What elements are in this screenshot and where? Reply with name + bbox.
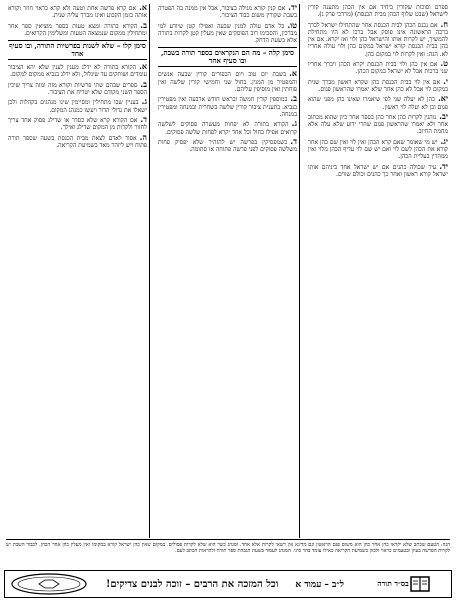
paragraph: יד.אם קנין קורא מגילה בציבור, אבל אין ממנה בה הפטרה בשבת שקורין משום כבוד הציבור. <box>158 4 297 20</box>
footer-title: וכל המזכה את הרבים – זוכה לבנים צדיקים! <box>106 578 279 590</box>
paragraph: ב.ספרים שבהם שתי פרשיות וקורא מזה ומזה צריך שיכין הספר השני מקודם שלא יטריח את הציבור. <box>8 78 147 97</box>
paragraph: ד.אם הקורא קרא שלא כסדר או שדילג פסוק אחד צריך לחזור ולקרות מן המקום שדילג ואילך. <box>8 113 147 132</box>
section-heading: סימן קלו – שלא לשנות בפרשיות התורה, ובו סעיף אחד <box>9 41 146 59</box>
paragraph: א.אם קרא פרשה אחת וטעה ולא קרא כראוי חוזר וקורא אותה בזמן הקבוע ואינו מברך עליה שנית. <box>8 4 147 20</box>
paragraph: ט.אם אין כהן ולוי בבית הכנסת יקרא הכהן ויברך אחריו שני ברכות אבל לא ישראל במקום הכהן. <box>308 58 448 76</box>
paragraph: א.הקורא בתורה לא ידלג מענין לענין שלא יהא הציבור עומדים ושותקים עד שיגלול, ולא ידלג בנביא ממקום למקום. <box>8 61 147 79</box>
paragraph: י.אם אין לוי בבית הכנסת כהן שקרא ראשון מברך שנית במקום לוי אבל לא כהן אחר שלא יאמרו שהראשון פגום. <box>308 75 448 93</box>
logo-text: בס״ד תורה <box>377 579 409 588</box>
paragraph: ב.במוספין קורין חמשה ובראש חודש ארבעה ואין מפטירין בנביא. בתענית ציבור קורין שלשה בשחרית ובמנחה ומפטירין במנחה. <box>158 93 297 118</box>
paragraph: ג.הקורא בתורה לא יפחות מעשרה פסוקים לשלשה קרואים אפילו בחול וכל אחד יקרא לפחות שלשה פסוקים. <box>158 118 297 136</box>
paragraph: ח.אם נכנס הכהן לבית הכנסת אחר שהתחילו ישראל לברך ברכה הראשונה אינו פוסק אבל ברכו לא היו מתחילת להמשיך, יש לקרות אותו והישראל כהן ולוי ואז יקרא. אם אין כהן בבית הכנסת קורא ישראל במקום כהן ולוי עולה אחריו לא. הגה: ואין לקרות לוי במקום כהן. <box>308 18 448 58</box>
paragraph: יא.כהן לא יעלה שני לפי שיאמרו שאינו כהן מפני שהוא פגום וכן לא יעלה לוי ראשון. <box>308 93 448 111</box>
column-right <box>306 4 450 538</box>
paragraph: יב.נוהגין לקרות כהן אחר כהן בספר אחר כיון שהוא מכתוב אחר ולא יאמרו שהראשון פגום שהרי ידוע שלא עלה אלא מחמת החיוב. <box>308 110 448 136</box>
body-columns <box>6 4 450 538</box>
paragraph: ב.הקורא בתורה ומצא טעות בספר מוציאין ספר אחר ומתחילין ממקום שנמצאה הטעות ומשלימין הקרואים. <box>8 19 147 37</box>
column-left <box>6 4 150 538</box>
page-number: ל״ב – עמוד א <box>295 579 345 590</box>
paragraph: יג.יש מי שאומר שאם קרא הכהן ואין לוי ואין שם כהן אחר קורא את הכהן לשם לוי ואם יש שם לוי עדיף הכהן מלוי ואין ממהרין בעליית הכהן. <box>308 135 448 161</box>
paragraph: יד.עיר שכולה כהנים אם יש ישראל אחד ביניהם אותו ישראל קורא ראשון ואחר כך כהנים וכולם שווים. <box>308 160 448 178</box>
paragraph: ה.אסור לאדם לצאת מבית הכנסת בשעה שספר תורה פתוח ויש ליזהר מאד בשמיעת הקריאה. <box>8 131 147 149</box>
column-middle <box>156 4 300 538</box>
logo <box>361 573 447 595</box>
seal-icon <box>9 572 89 596</box>
paragraph: ד.כשמפסיקין בפרשה יש להזהיר שלא יפסיק פחות משלשה פסוקים לפני פרשה פתוחה או סתומה. <box>158 135 297 154</box>
section-heading: סימן קלה – מה הם הנקראים בספר תורה בשבת, ובו סעיף אחד <box>158 47 297 67</box>
paragraph: טו.כל אדם עולה למנין שבעה ואפילו קטן שיודע למי מברכין, והסכימו רוב הפוסקים שאין מעלין קטן לקרות בתורה אלא בשעת הדחק. <box>158 19 297 45</box>
footer-seal <box>9 572 89 596</box>
book-icon <box>409 573 431 595</box>
footer-bar <box>4 570 452 598</box>
column-intro: ספרם וסוכות שקורין ביחיד אם אין הכהן מתענה קורין לישראל (שבט שלוף הכהן מבית הכנסת) (מרדכי פרק ג). <box>308 4 448 19</box>
paragraph: ג.בעניין שבו מתחילין ומסיימין שינו מנהגים בקהלות ולכן ישאלו את גדולי הדור ויעשו כמנהג המקום. <box>8 96 147 114</box>
footnotes: הגה: הטעם שכתב שלא יקראו כהן אחר כהן הוא משום פגם הראשון וגם מדינא אין רשאי לקרות אלא אחד. ומנהג כשר הוא שלא לקרות פסולים. במקום שאין כהן ישראל קורא במקומו ואין מעלין כהן אחר הכהן. לכבוד השבת יש לקרות הפרשה בעיון ובטעמים כראוי ולכוון בשמיעת הקריאה כאילו עומד בהר סיני. המנהג לעמוד בשעת הגבהת ספר תורה ולהראות הכתב לעם. <box>6 539 450 569</box>
paragraph: א.בשבת יום טוב ויום הכפורים קורין שבעה אנשים והמפטיר מן המנין. בחול שני וחמישי קורין שלשה ואין פוחתין ואין מוסיפין עליהם. <box>158 68 297 94</box>
